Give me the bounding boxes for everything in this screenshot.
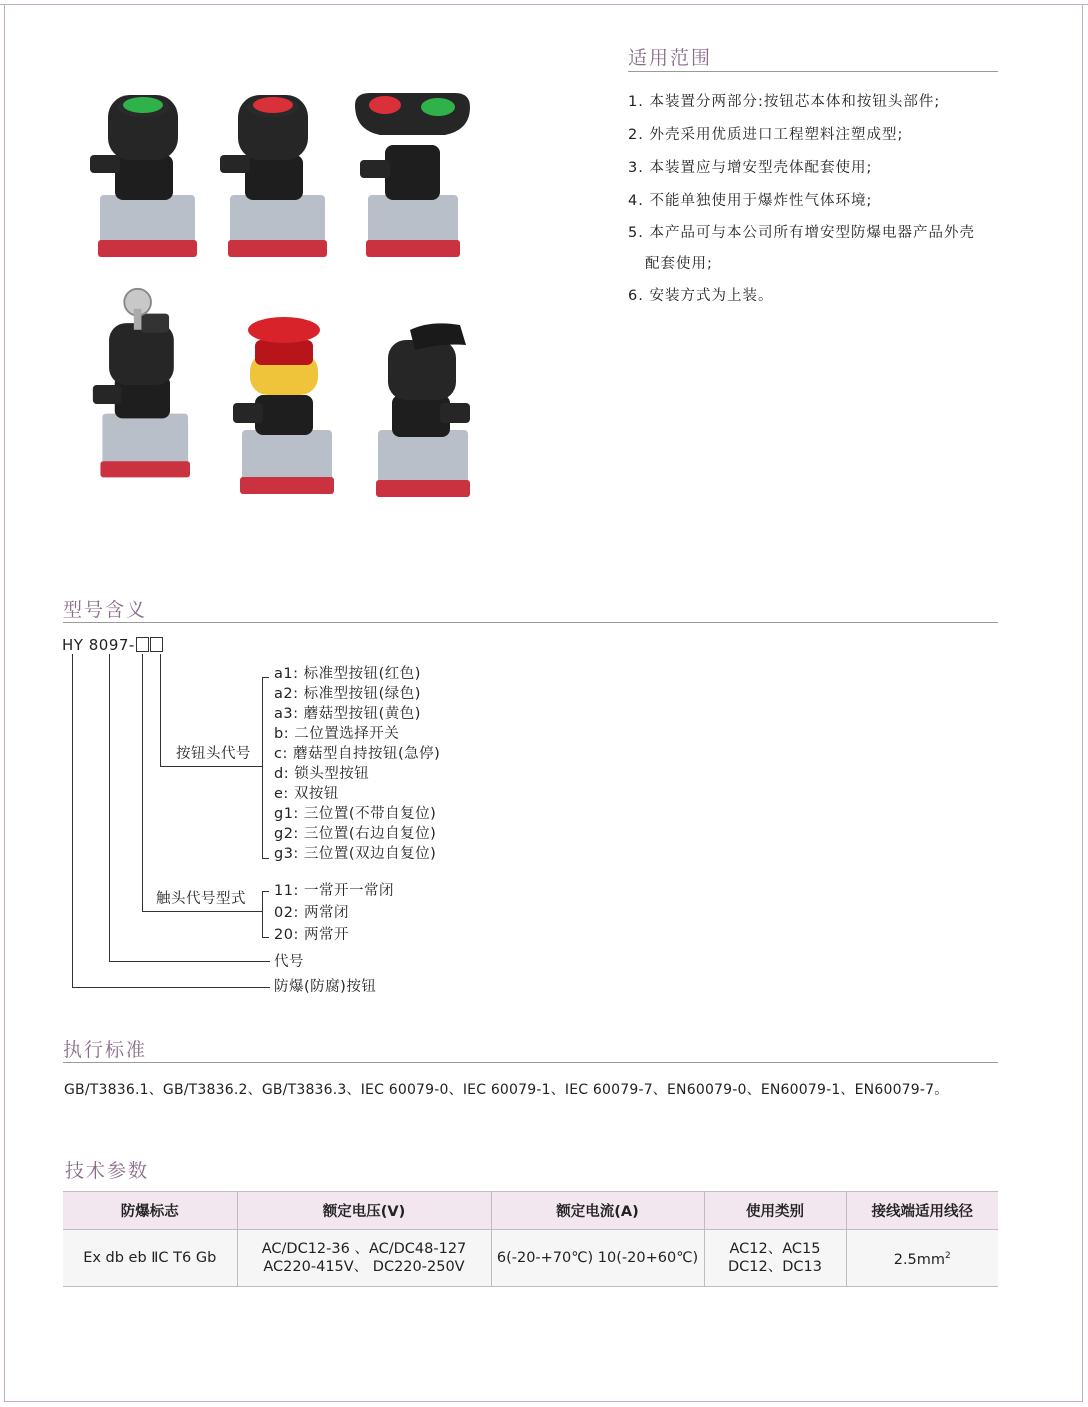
model-prefix: HY (62, 636, 84, 654)
voltage-line: AC/DC12-36 、AC/DC48-127 (261, 1241, 467, 1257)
tech-title: 技术参数 (65, 1160, 150, 1182)
model-number: 8097- (88, 636, 135, 654)
cell-wire (846, 1230, 998, 1287)
scope-item-continuation: 配套使用; (645, 256, 713, 272)
scope-item: 5. 本产品可与本公司所有增安型防爆电器产品外壳 (628, 225, 975, 241)
cell-marking: Ex db eb ⅡC T6 Gb (63, 1230, 237, 1287)
header-wire: 接线端适用线径 (846, 1192, 998, 1230)
code-label: 代号 (274, 954, 304, 970)
page-border-left (4, 4, 5, 1402)
scope-item: 3. 本装置应与增安型壳体配套使用; (628, 160, 873, 176)
scope-divider (628, 71, 998, 72)
product-green-button (90, 85, 220, 285)
tree-line-code-v (109, 654, 110, 961)
product-selector-switch (370, 310, 500, 510)
voltage-line: AC220-415V、 DC220-250V (263, 1259, 465, 1275)
head-code-list (274, 664, 440, 864)
head-code-item: g1: 三位置(不带自复位) (274, 806, 437, 822)
product-key-lock-button (85, 285, 215, 485)
head-code-item: b: 二位置选择开关 (274, 726, 400, 742)
scope-item: 1. 本装置分两部分:按钮芯本体和按钮头部件; (628, 94, 941, 110)
product-double-button (350, 85, 475, 285)
contact-code-box (136, 637, 149, 652)
scope-item: 4. 不能单独使用于爆炸性气体环境; (628, 193, 873, 209)
head-bracket-bottom (262, 858, 269, 859)
page-border-right (1082, 4, 1083, 1402)
standards-text: GB/T3836.1、GB/T3836.2、GB/T3836.3、IEC 60079-0、IEC 60079-1、IEC 60079-7、EN60079-0、EN60079-1、EN60079-7。 (64, 1082, 949, 1098)
standards-divider (63, 1062, 998, 1063)
head-code-item: a3: 蘑菇型按钮(黄色) (274, 706, 421, 722)
tech-table-header-row (63, 1192, 998, 1230)
scope-title: 适用范围 (628, 47, 713, 69)
head-code-item: d: 锁头型按钮 (274, 766, 370, 782)
scope-item (628, 249, 1008, 280)
page-border-bottom (4, 1401, 1083, 1402)
head-code-label: 按钮头代号 (176, 746, 251, 762)
tree-line-code-h (109, 961, 270, 962)
header-category: 使用类别 (704, 1192, 846, 1230)
model-code (62, 636, 163, 654)
contact-bracket-bottom (262, 937, 269, 938)
product-mushroom-emergency-stop (230, 310, 360, 510)
wire-value: 2.5mm (893, 1251, 946, 1268)
contact-bracket-v (262, 891, 263, 938)
tech-table (63, 1191, 998, 1287)
tree-line-product-v (72, 654, 73, 987)
contact-bracket-top (262, 891, 269, 892)
product-red-button (220, 85, 350, 285)
tree-line-head-v (160, 654, 161, 766)
contact-code-label: 触头代号型式 (156, 891, 246, 907)
contact-code-list (274, 880, 394, 946)
header-marking: 防爆标志 (63, 1192, 237, 1230)
contact-code-item: 11: 一常开一常闭 (274, 883, 394, 899)
model-title: 型号含义 (63, 599, 148, 621)
contact-code-item: 20: 两常开 (274, 927, 349, 943)
head-code-box (150, 637, 163, 652)
cell-current: 6(-20-+70℃) 10(-20+60℃) (491, 1230, 704, 1287)
header-voltage: 额定电压(V) (237, 1192, 491, 1230)
head-code-item: e: 双按钮 (274, 786, 339, 802)
category-line: DC12、DC13 (728, 1259, 822, 1275)
head-code-item: a1: 标准型按钮(红色) (274, 666, 421, 682)
header-current: 额定电流(A) (491, 1192, 704, 1230)
tree-line-contact-h (142, 911, 262, 912)
tree-line-contact-v (142, 654, 143, 911)
head-code-item: c: 蘑菇型自持按钮(急停) (274, 746, 441, 762)
scope-item: 6. 安装方式为上装。 (628, 288, 774, 304)
category-line: AC12、AC15 (729, 1241, 821, 1257)
head-code-item: g2: 三位置(右边自复位) (274, 826, 437, 842)
page-border-top (0, 4, 1088, 5)
head-bracket-v (262, 677, 263, 859)
model-divider (63, 622, 998, 623)
cell-voltage (237, 1230, 491, 1287)
head-code-item: g3: 三位置(双边自复位) (274, 846, 437, 862)
wire-superscript: 2 (945, 1251, 951, 1262)
table-row (63, 1230, 998, 1287)
head-bracket-top (262, 677, 269, 678)
cap (123, 97, 163, 113)
product-label: 防爆(防腐)按钮 (274, 979, 377, 995)
tree-line-head-h (160, 766, 262, 767)
head-code-item: a2: 标准型按钮(绿色) (274, 686, 421, 702)
contact-code-item: 02: 两常闭 (274, 905, 349, 921)
scope-list (628, 86, 1008, 313)
scope-item: 2. 外壳采用优质进口工程塑料注塑成型; (628, 127, 904, 143)
standards-title: 执行标准 (63, 1039, 148, 1061)
cell-category (704, 1230, 846, 1287)
tree-line-product-h (72, 987, 270, 988)
